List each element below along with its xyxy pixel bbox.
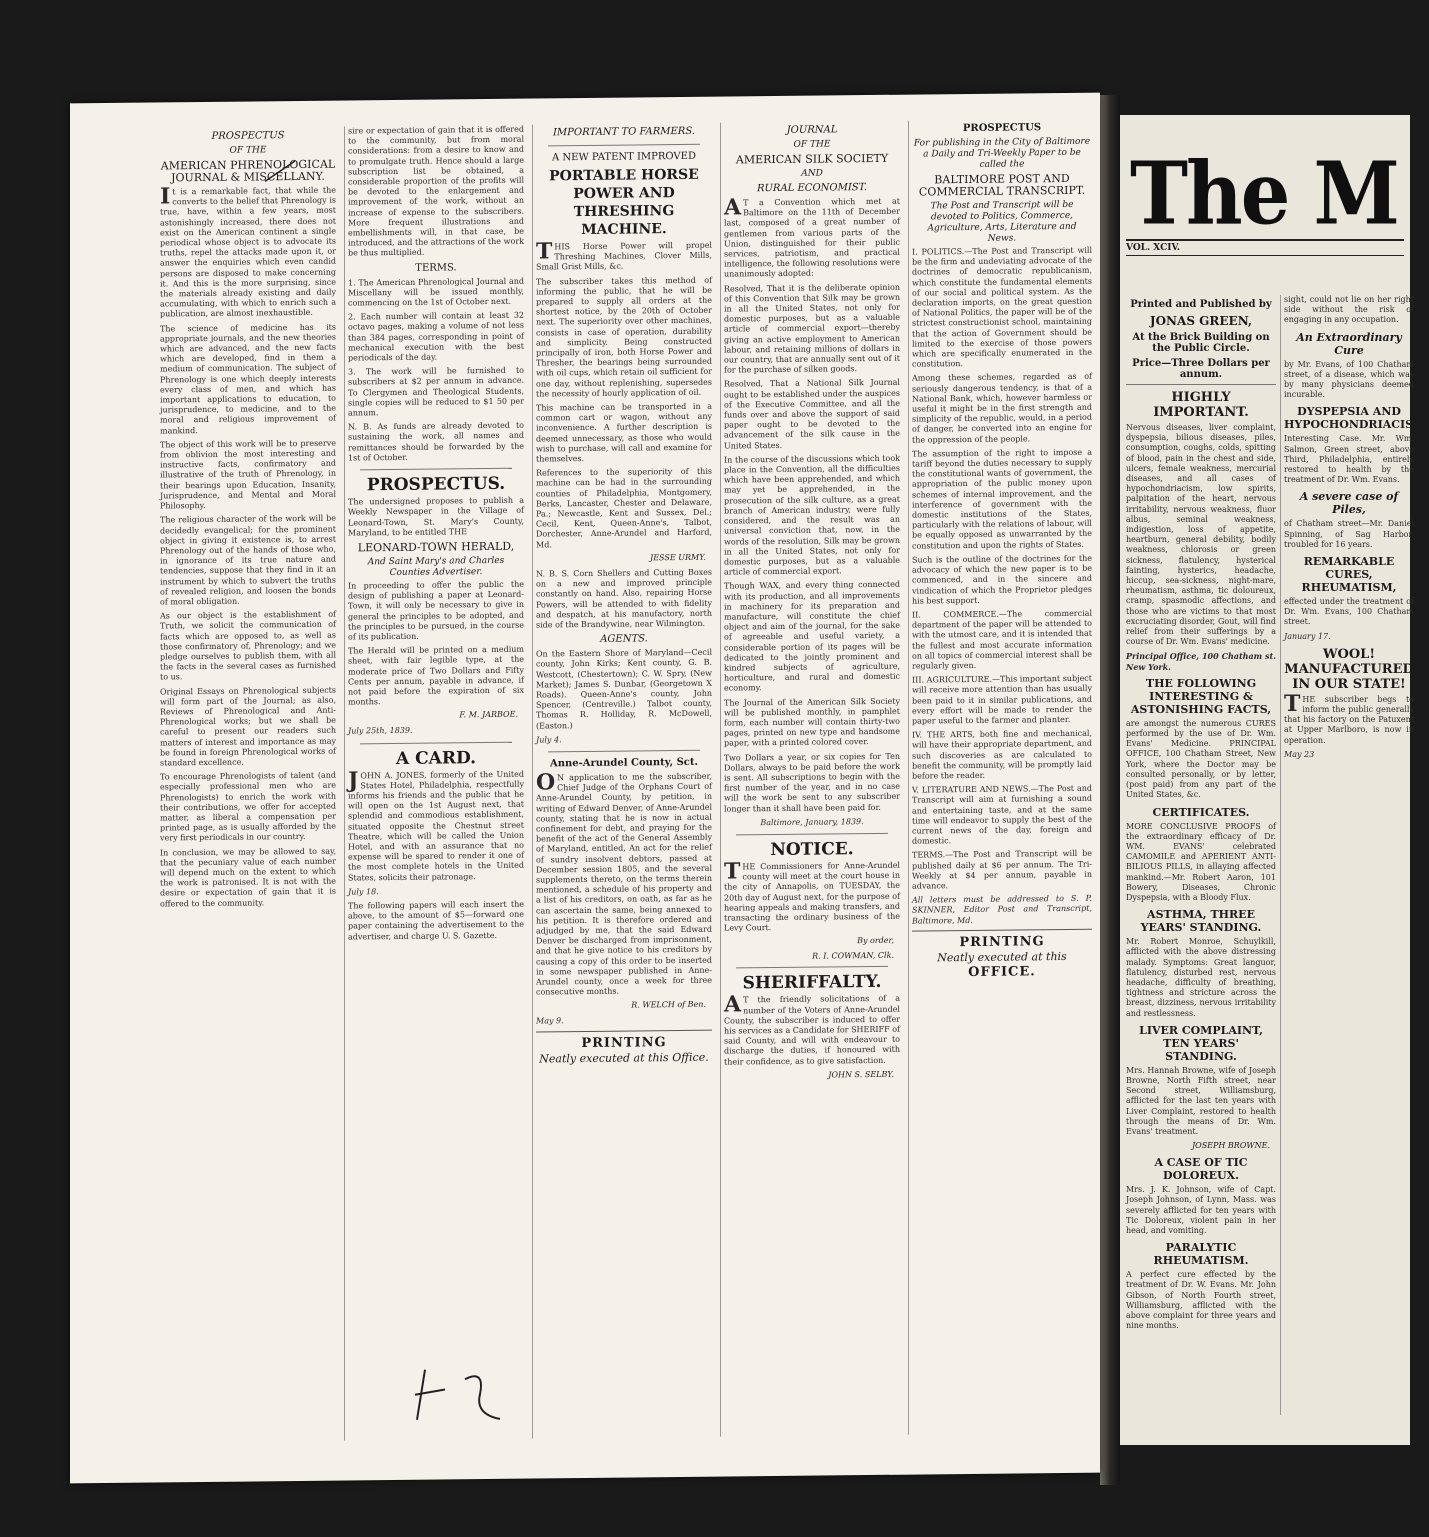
paragraph: Among these schemes, regarded as of seriously dangerous tendency, is that of a National Bank, which, however harmless or useful it might be in the first strength and simplicity of the republic, would, in a period of danger, be converted into an engine for the oppression of the people.: [912, 372, 1092, 445]
publisher-address: At the Brick Building on the Public Circle.: [1132, 332, 1270, 354]
notice-order: By order,: [857, 936, 894, 946]
paragraph: The Herald will be printed on a medium sheet, with fair legible type, at the moderate price of Two Dollars and Fifty Cents per annum, payable in advance, if not paid before the expiration of six months.: [348, 644, 524, 707]
paragraph: THE Commissioners for Anne-Arundel county will meet at the court house in the city of Annapolis, on TUESDAY, the 20th day of August next, for the purpose of hearing appeals and making transfers, and transacting the ordinary business of the Levy Court.: [724, 858, 900, 933]
publisher-line: Printed and Published by: [1130, 299, 1272, 310]
post-prospectus-heading: PROSPECTUS: [962, 122, 1042, 135]
office-line: Principal Office, 100 Chatham st. New York.: [1126, 651, 1276, 672]
divider: [360, 468, 512, 471]
paragraph: I. POLITICS.—The Post and Transcript will be the firm and undeviating advocate of the doctrines of democratic republicanism, which constitute the fundamental elements of our social and political system. As the declaration imports, on the great question of National Politics, the paper will be of the strictest constructionist school, maintaining that the action of Government should be limited to the exercise of those powers which are specifically enumerated in the constitution.: [912, 245, 1092, 369]
signature: R. I. COWMAN, Clk.: [812, 951, 894, 962]
divider: [360, 741, 512, 744]
post-title: BALTIMORE POST AND COMMERCIAL TRANSCRIPT.: [918, 171, 1086, 199]
paragraph: References to the superiority of this machine can be had in the surrounding counties of Philadelphia, Montgomery, Berks, Lancaster, Chester and Delaware, Pa.; Newcastle, Kent and Sussex, Del.; Cecil, Kent, Queen-Anne's, Talbot, Dorchester, Anne-Arundel and Harford, Md.: [536, 466, 712, 550]
paragraph: On the Eastern Shore of Maryland—Cecil county, John Kirks; Kent county, G. B. Westcott, (Chestertown); C. W. Spry, (New Market); James S. Dunbar, (Georgetown X Roads). Queen-Anne's county, John Spencer, (Centreville.) Talbot county, Thomas R. Holliday, R. McDowell, (Easton.): [536, 647, 712, 731]
ad-heading: DYSPEPSIA AND HYPOCHONDRIACISM.: [1284, 405, 1429, 432]
date-line: July 18.: [348, 886, 379, 897]
post-sub1: For publishing in the City of Baltimore a Daily and Tri-Weekly Paper to be called the: [913, 136, 1091, 170]
herald-prospectus-heading: PROSPECTUS.: [366, 473, 506, 496]
agents-heading: AGENTS.: [600, 633, 648, 645]
signature: F. M. JARBOE.: [459, 710, 518, 720]
ad-heading: CERTIFICATES.: [1152, 805, 1250, 819]
paragraph: Nervous diseases, liver complaint, dyspepsia, bilious diseases, piles, consumption, coughs, colds, spitting of blood, pain in the chest and side, ulcers, female weakness, mercurial diseases, and all cases of hypochondriacism, low spirits, palpitation of the heart, nervous irritability, nervous weakness, fluor albus, seminal weakness, indigestion, loss of appetite, heartburn, general debility, bodily weakness, chlorosis or green sickness, flatulency, hysterical fainting, hysterics, headache, hiccup, sea-sickness, night-mare, rheumatism, asthma, tic doloureux, cramp, spasmodic affections, and those who are victims to that most excruciating disorder, Gout, will find relief from their sufferings by a course of Dr. Wm. Evans' medicine.: [1126, 423, 1276, 647]
paragraph: The assumption of the right to impose a tariff beyond the duties necessary to supply the constitutional wants of government, the appropriation of the public money upon schemes of internal improvement, and the interference of government with the domestic institutions of the States, particularly with the relations of labour, will be equally opposed as unwarranted by the constitution and upon the rights of States.: [912, 447, 1092, 551]
paragraph: The Journal of the American Silk Society will be published monthly, in pamphlet form, each number will contain thirty-two pages, printed on new type and handsome paper, with a printed colored cover.: [724, 696, 900, 748]
card-heading: A CARD.: [395, 747, 476, 769]
terms-item: 1. The American Phrenological Journal and Miscellany will be issued monthly, commencing on the 1st of October next.: [348, 276, 524, 308]
paragraph: To encourage Phrenologists of talent (and especially professional men who are Phrenologists) to enrich the work with their contributions, we offer for accepted matter, as liberal a compensation per printed page, as is usually afforded by the very first periodicals in our country.: [160, 770, 336, 843]
paragraph: III. AGRICULTURE.—This important subject will receive more attention than has usually been paid to it in similar publications, and every effort will be made to render the paper useful to the farmer and planter.: [912, 673, 1092, 726]
terms-item: 2. Each number will contain at least 32 octavo pages, making a volume of not less than 384 pages, corresponding in point of mechanical execution with the best periodicals of the day.: [348, 310, 524, 363]
farmers-heading: IMPORTANT TO FARMERS.: [552, 125, 696, 139]
printing-notice: [536, 1029, 712, 1066]
paragraph: Original Essays on Phrenological subjects will form part of the Journal; as also, Reviews of Phrenological and Anti-Phrenological works; but we shall be careful to present our readers such matters of interest and importance as may be found in foreign Phrenological works of standard excellence.: [160, 685, 336, 768]
prospectus-heading: PROSPECTUS: [211, 130, 285, 142]
ad-heading: A severe case of Piles,: [1299, 490, 1399, 517]
herald-title: LEONARD-TOWN HERALD,: [357, 539, 515, 555]
paragraph: Mrs. J. K. Johnson, wife of Capt. Joseph Johnson, of Lynn, Mass. was severely afflicted for ten years with Tic Doloreux, violent pain in her head, and vomiting.: [1126, 1185, 1276, 1235]
column-silk-society: [724, 121, 900, 1437]
paragraph: The object of this work will be to preserve from oblivion the most interesting and instructive facts, confirmatory and illustrative of the truth of Phrenology, in their bearings upon Education, Insanity, Jurisprudence, and Mental and Moral Philosophy.: [160, 438, 336, 511]
paragraph: TERMS.—The Post and Transcript will be published daily at $6 per annum. The Tri-Weekly at $4 per annum, payable in advance.: [912, 849, 1092, 891]
paragraph: sire or expectation of gain that it is offered to the community, but from moral considerations: from a desire to know and to promulgate truth. Hence should a large subscription list be obtained, a considerable proportion of the profits will be devoted to the enlargement and improvement of the work, without an increase of expense to the subscribers. More frequent illustrations and embellishments will, in that case, be introduced, and the attractions of the work be thus multiplied.: [348, 124, 524, 258]
column-terms-herald: [348, 125, 524, 1441]
paragraph: THIS Horse Power will propel Threshing Machines, Clover Mills, Small Grist Mills, &c.: [536, 238, 712, 272]
masthead: The M: [1130, 144, 1398, 245]
paragraph: Such is the outline of the doctrines for the advocacy of which the new paper is to be commenced, and in the sincere and vindication of which the Proprietor pledges his best support.: [912, 553, 1092, 606]
signature: JESSE URMY.: [650, 552, 706, 563]
column-farmers: [536, 123, 712, 1439]
paragraph: In conclusion, we may be allowed to say, that the pecuniary value of each number will depend much on the extent to which the work is patronised. It is not with the desire or expectation of gain that it is offered to the community.: [160, 846, 336, 909]
paragraph: Mrs. Hannah Browne, wife of Joseph Browne, North Fifth street, near Second street, Williamsburg, afflicted for the last ten years with Liver Complaint, restored to health through the means of Dr. Wm. Evans' treatment.: [1126, 1065, 1276, 1136]
paragraph: effected under the treatment of Dr. Wm. Evans, 100 Chatham street.: [1284, 597, 1414, 627]
paragraph: A perfect cure effected by the treatment of Dr. W. Evans. Mr. John Gibson, of North Fourth street, Williamsburg, afflicted with the above complaint for three years and nine months.: [1126, 1270, 1276, 1331]
paragraph: ON application to me the subscriber, Chief Judge of the Orphans Court of Anne-Arundel County, by petition, in writing of Edward Denver, of Anne-Arundel county, stating that he is now in actual confinement for debt, and praying for the benefit of the act of the General Assembly of Maryland, entitled, An act for the relief of sundry insolvent debtors, passed at December session 1805, and the several supplements thereto, on the terms therein mentioned, a schedule of his property and a list of his creditors, on oath, as far as he can ascertain the same, being annexed to his petition. It is therefore ordered and adjudged by me, that the said Edward Denver be discharged from imprisonment, and that he give notice to his creditors by causing a copy of this order to be inserted in some newspaper published in Anne-Arundel county, once a week for three consecutive months.: [536, 769, 712, 997]
paragraph: It is a remarkable fact, that while the converts to the belief that Phrenology is true, have, within a few years, most astonishingly increased, there does not exist on the American continent a single periodical whose object is to advocate its truths, repel the attacks made upon it, or answer the enquiries which even candid persons are disposed to make concerning it. And this is the more surprising, since the materials already existing and daily accumulating, with which to enrich such a publication, are almost inexhaustible.: [160, 183, 336, 319]
column-baltimore-post: [912, 119, 1092, 1435]
paragraph: JOHN A. JONES, formerly of the United States Hotel, Philadelphia, respectfully informs his friends and the public that he will open on the 1st August next, that splendid and commodious establishment, situated opposite the Chestnut street Theatre, which will be called the Union Hotel, and with an assurance that no expense will be spared to render it one of the most complete hotels in the United States, solicits their patronage.: [348, 766, 524, 883]
ad-heading: LIVER COMPLAINT, TEN YEARS' STANDING.: [1139, 1023, 1263, 1063]
paragraph: N. B. S. Corn Shellers and Cutting Boxes on a new and improved principle constantly on hand. Also, repairing Horse Powers, will be attended to with fidelity and despatch, at his manufactory, north side of the Brandywine, near Wilmington.: [536, 567, 712, 630]
signature: R. WELCH of Ben.: [631, 1000, 706, 1010]
paragraph: Two Dollars a year, or six copies for Ten Dollars, always to be paid before the work is sent. All subscriptions to begin with the first number of the year, and in no case will the work be sent to any subscriber longer than it shall have been paid for.: [724, 751, 900, 814]
ad-heading: HIGHLY IMPORTANT.: [1153, 390, 1249, 420]
paragraph: The undersigned proposes to publish a Weekly Newspaper in the Village of Leonard-Town, St. Mary's County, Maryland, to be entitled THE: [348, 495, 524, 538]
column-evans-ads-right: [1284, 295, 1429, 1415]
paragraph: As our object is the establishment of Truth, we solicit the communication of facts which are opposed to, as well as those confirmatory of, Phrenology; and we pledge ourselves to publish them, with all the facts in the several cases as furnished to us.: [160, 609, 336, 682]
paragraph: AT the friendly solicitations of a number of the Voters of Anne-Arundel County, the subscriber is induced to offer his services as a Candidate for SHERIFF of said County, and will with endeavour to discharge the duties, if honoured with their confidence, as to give satisfaction.: [724, 991, 900, 1067]
ad-heading: ASTHMA, THREE YEARS' STANDING.: [1140, 908, 1262, 935]
book-gutter: [1100, 95, 1120, 1485]
printing-notice-sub: Neatly executed at this Office.: [539, 1050, 709, 1066]
printing-notice-office: OFFICE.: [968, 964, 1036, 980]
county-heading: Anne-Arundel County, Sct.: [549, 756, 699, 770]
column-phrenological: [160, 127, 336, 1443]
notice-heading: NOTICE.: [770, 839, 854, 861]
divider: [736, 833, 888, 836]
paragraph: In proceeding to offer the public the design of publishing a paper at Leonard-Town, it will only be necessary to give in general the principles to be adopted, and the principles to be pursued, in the course of its publication.: [348, 579, 524, 642]
paragraph: Mr. Robert Monroe, Schuylkill, afflicted with the above distressing malady. Symptoms: Great languor, flatulency, disturbed rest, nervous headache, difficulty of breathing, tightness and stricture across the breast, dizziness, nervous irritability and restlessness.: [1126, 937, 1276, 1018]
silk-sub2: AND: [801, 168, 823, 179]
paragraph: The science of medicine has its appropriate journals, and the new theories which are advanced, and the new facts which are developed, find in them a medium of communication. The subject of Phrenology is one which deeply interests every class of men, and which has important applications to education, to jurisprudence, to medicine, and to the moral and religious improvement of mankind.: [160, 322, 336, 436]
post-sub2: The Post and Transcript will be devoted to Politics, Commerce, Agriculture, Arts, Literature and News.: [927, 199, 1077, 244]
silk-title2: RURAL ECONOMIST.: [756, 182, 868, 195]
paragraph: Resolved, That a National Silk Journal ought to be established under the auspices of the Executive Committee, and all the funds over and above the support of said paper ought to be devoted to the advancement of the silk cause in the United States.: [724, 378, 900, 451]
paragraph: V. LITERATURE AND NEWS.—The Post and Transcript will aim at furnishing a sound and entertaining taste, and at the same time will endeavor to supply the best of the current news of the day, foreign and domestic.: [912, 783, 1092, 846]
ad-heading: REMARKABLE CURES, RHEUMATISM,: [1301, 555, 1397, 595]
paragraph: by Mr. Evans, of 100 Chatham street, of a disease, which was by many physicians deemed incurable.: [1284, 359, 1414, 400]
column-evans-ads: [1126, 295, 1276, 1415]
printing-notice-title: PRINTING: [959, 933, 1045, 950]
silk-journal-heading: JOURNAL: [786, 124, 838, 136]
paragraph: II. COMMERCE.—The commercial department of the paper will be attended to with the utmost care, and it is intended that the fullest and most accurate information on all topics of commercial interest shall be regularly given.: [912, 608, 1092, 671]
newspaper-page-right: [1120, 115, 1429, 1445]
paragraph: The religious character of the work will be decidedly evangelical; for the prominent object in giving it existence is, to arrest Phrenology out of the hands of those who, in ignorance of its true nature and tendencies, suppose that they find in it an instrument by which to subvert the truths of revealed religion, and loosen the bonds of moral obligation.: [160, 513, 336, 607]
date-line: July 4.: [536, 734, 562, 745]
date-line: January 17.: [1284, 631, 1331, 641]
ad-heading: THE FOLLOWING INTERESTING & ASTONISHING FACTS,: [1130, 676, 1272, 716]
price-line: Price—Three Dollars per annum.: [1132, 358, 1270, 380]
printing-notice-sub: Neatly executed at this: [937, 949, 1067, 965]
ad-heading: An Extraordinary Cure: [1296, 330, 1402, 357]
paragraph: Resolved, That it is the deliberate opinion of this Convention that Silk may be grown in all the United States, not only for domestic purposes, but as a valuable article of commercial export—thereby giving an active employment to American labour, and retaining millions of dollars in our country, that are annually sent out of it for the purchase of silken goods.: [724, 282, 900, 375]
terms-item: 3. The work will be furnished to subscribers at $2 per annum in advance. To Clergymen and Theological Students, single copies will be reduced to $1 50 per annum.: [348, 365, 524, 418]
herald-subtitle: And Saint Mary's and Charles Counties Advertiser.: [367, 555, 505, 578]
ad-heading: A CASE OF TIC DOLOREUX.: [1154, 1156, 1248, 1183]
paragraph: sight, could not lie on her right side without the risk of engaging in any occupation.: [1284, 295, 1414, 325]
divider: [548, 750, 700, 753]
date-line: Baltimore, January, 1839.: [760, 816, 864, 827]
nb-note: N. B. As funds are already devoted to sustaining the work, all names and remittances should be forwarded by the 1st of October.: [348, 420, 524, 463]
paragraph: Though WAX, and every thing connected with its production, and all improvements in machinery for its preparation and manufacture, will constitute the chief object and aim of the journal, for the sake of agreeable and useful variety, a considerable portion of its pages will be dedicated to the jointly prominent and kindred subjects of agriculture, horticulture, and rural and domestic economy.: [724, 580, 900, 693]
printing-notice: [912, 928, 1092, 980]
divider: [1126, 384, 1276, 385]
paragraph: IV. THE ARTS, both fine and mechanical, will have their appropriate department, and such discoveries as are calculated to benefit the community, will be promptly laid before the reader.: [912, 728, 1092, 781]
signature: JOSEPH BROWNE.: [1191, 1141, 1270, 1151]
sheriffalty-heading: SHERIFFALTY.: [742, 972, 882, 994]
date-line: May 23: [1284, 749, 1315, 759]
paragraph: In the course of the discussions which took place in the Convention, all the difficulties which have been apprehended, and which may yet be apprehended, in the prosecution of the silk culture, as a great branch of American industry, were fully considered, and the result was an universal conviction that, now, in the words of the resolution, Silk may be grown in all the United States, not only for domestic purposes, but as a valuable article of commercial export.: [724, 453, 900, 577]
signature: JOHN S. SELBY.: [828, 1069, 894, 1080]
paragraph: of Chatham street—Mr. Daniel Spinning, of Sag Harbor, troubled for 16 years.: [1284, 519, 1414, 549]
printing-notice-title: PRINTING: [581, 1034, 667, 1051]
paragraph: are amongst the numerous CURES performed by the use of Dr. Wm. Evans' Medicine. PRINCIPAL OFFICE, 100 Chatham Street, New York, where the Doctor may be consulted personally, or by letter, (post paid) from any part of the United States, &c.: [1126, 718, 1276, 800]
paragraph: Interesting Case. Mr. Wm. Salmon, Green street, above Third, Philadelphia, entirely restored to health by the treatment of Dr. Wm. Evans.: [1284, 434, 1414, 485]
paragraph: The subscriber takes this method of informing the public, that he will be prepared to supply all orders at the shortest notice, by the 20th of October next. The superiority over other machines, consists in case of operation, durability and simplicity. Being constructed principally of iron, both Horse Power and Thresher, the bearings being surrounded with oil cups, which retain oil sufficient for one day, without replenishing, supersedes the necessity of hourly application of oil.: [536, 275, 712, 399]
journal-title: AMERICAN PHRENOLOGICAL JOURNAL & MISCELLANY.: [160, 157, 336, 185]
divider: [548, 144, 700, 147]
prospectus-subheading: OF THE: [229, 145, 267, 156]
paragraph: MORE CONCLUSIVE PROOFS of the extraordinary efficacy of Dr. WM. EVANS' celebrated CAMOMILE and APERIENT ANTI-BILIOUS PILLS, in allaying affected mankind.—Mr. Robert Aaron, 101 Bowery, Diseases, Chronic Dyspepsia, with a Bloody Flux.: [1126, 821, 1276, 902]
date-line: July 25th, 1839.: [348, 726, 413, 736]
silk-title: AMERICAN SILK SOCIETY: [735, 151, 889, 167]
paragraph: The following papers will each insert the above, to the amount of $5—forward one paper containing the advertisement to the advertiser, and charge U. S. Gazette.: [348, 899, 524, 942]
ad-heading: WOOL! MANUFACTURED IN OUR STATE!: [1284, 646, 1414, 692]
paragraph: This machine can be transported in a common cart or wagon, without any inconvenience. A further description is deemed unnecessary, as those who would wish to purchase, will call and examine for themselves.: [536, 401, 712, 464]
farmers-subheading: A NEW PATENT IMPROVED: [552, 150, 696, 164]
address-note: All letters must be addressed to S. P. SKINNER, Editor Post and Transcript, Baltimore, Md.: [912, 893, 1092, 926]
publisher-name: JONAS GREEN,: [1149, 314, 1253, 328]
paragraph: AT a Convention which met at Baltimore on the 11th of December last, composed of a great number of gentlemen from various parts of the Union, distinguished for their public services, patriotism, and practical intelligence, the following resolutions were unanimously adopted:: [724, 194, 900, 279]
silk-sub1: OF THE: [793, 139, 831, 150]
divider: [736, 966, 888, 969]
date-line: May 9.: [536, 1016, 564, 1026]
newspaper-page-left: [70, 93, 1100, 1484]
horse-power-title: PORTABLE HORSE POWER AND THRESHING MACHINE.: [549, 166, 699, 239]
paragraph: THE subscriber begs to inform the public generally that his factory on the Patuxent at Upper Marlboro, is now in operation.: [1284, 690, 1414, 745]
volume-line: VOL. XCIV.: [1126, 239, 1404, 256]
terms-heading: TERMS.: [415, 261, 457, 274]
ad-heading: PARALYTIC RHEUMATISM.: [1153, 1241, 1249, 1268]
